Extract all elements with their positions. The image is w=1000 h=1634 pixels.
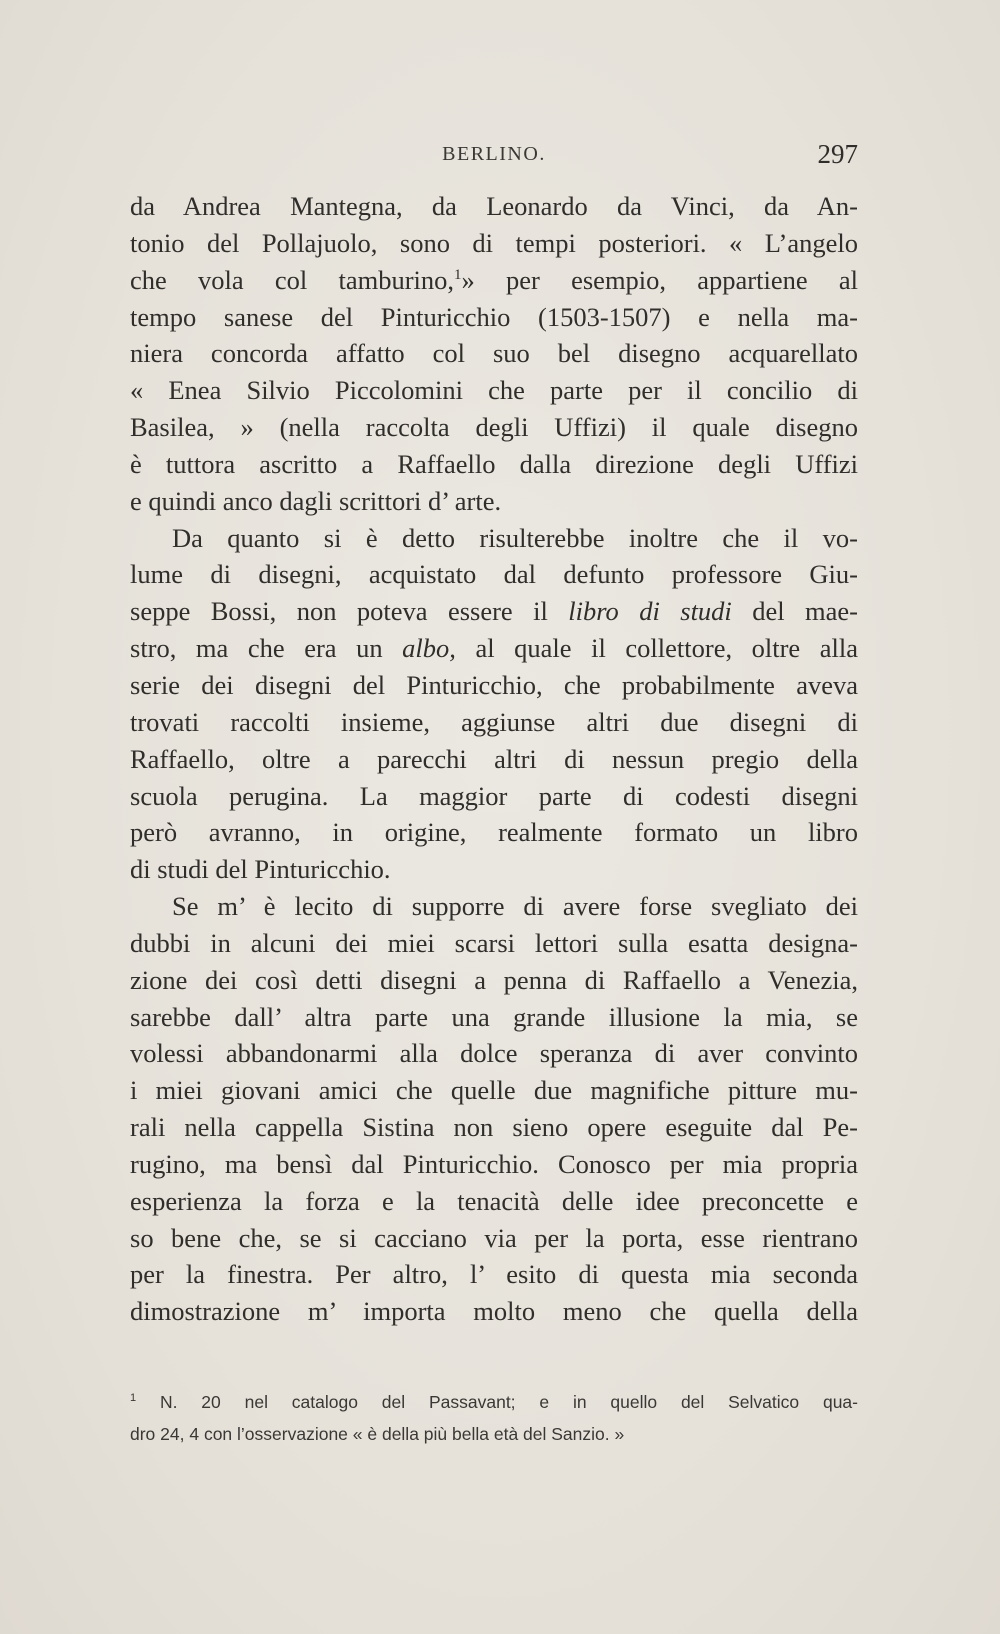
text-line: serie dei disegni del Pinturicchio, che probabilmente aveva — [130, 669, 858, 700]
text-line: tempo sanese del Pinturicchio (1503-1507) e nella ma- — [130, 301, 858, 332]
footnotes — [130, 1386, 858, 1450]
footnote-marker: 1 — [130, 1392, 137, 1405]
footnote-line: dro 24, 4 con l’osservazione « è della più bella età del Sanzio. » — [130, 1424, 625, 1444]
footnote-text: N. 20 nel catalogo del Passavant; e in quello del Selvatico qua- — [159, 1392, 858, 1412]
text-line: scuola perugina. La maggior parte di codesti disegni — [130, 780, 858, 811]
text-line: Basilea, » (nella raccolta degli Uffizi) il quale disegno — [130, 412, 858, 443]
text-line: e quindi anco dagli scrittori d’ arte. — [130, 485, 502, 516]
footnote-reference: 1 — [454, 266, 462, 283]
text-line: esperienza la forza e la tenacità delle idee preconcette e — [130, 1185, 858, 1216]
running-title: BERLINO. — [442, 143, 546, 165]
text-line: lume di disegni, acquistato dal defunto professore Giu- — [130, 559, 858, 590]
text-line: volessi abbandonarmi alla dolce speranza di aver convinto — [130, 1038, 858, 1069]
text-line — [130, 593, 858, 630]
text-line: di studi del Pinturicchio. — [130, 854, 391, 885]
paragraph-first-line: Da quanto si è detto risulterebbe inoltre che il vo- — [172, 522, 858, 553]
text-line — [130, 630, 858, 667]
text-segment: seppe Bossi, non poteva essere il — [130, 596, 569, 627]
text-line: i miei giovani amici che quelle due magnifiche pitture mu- — [130, 1075, 858, 1106]
footnote-line — [130, 1386, 858, 1418]
text-segment: del mae- — [731, 596, 858, 627]
text-line: « Enea Silvio Piccolomini che parte per il concilio di — [130, 375, 858, 406]
body-text — [130, 188, 858, 1330]
text-line — [130, 262, 858, 299]
paragraph-first-line: Se m’ è lecito di supporre di avere forse svegliato dei — [172, 891, 858, 922]
text-line: niera concorda affatto col suo bel disegno acquarellato — [130, 338, 858, 369]
running-head — [130, 134, 858, 174]
text-line: dubbi in alcuni dei miei scarsi lettori sulla esatta designa- — [130, 927, 858, 958]
page-number: 297 — [817, 139, 858, 169]
text-segment: » per esempio, appartiene al — [461, 264, 858, 295]
italic-title: libro di studi — [568, 596, 732, 627]
text-line: tonio del Pollajuolo, sono di tempi posteriori. « L’angelo — [130, 227, 858, 258]
text-line: per la finestra. Per altro, l’ esito di questa mia seconda — [130, 1259, 858, 1290]
text-line: dimostrazione m’ importa molto meno che quella della — [130, 1296, 858, 1327]
text-line: è tuttora ascritto a Raffaello dalla direzione degli Uffizi — [130, 448, 858, 479]
text-line: da Andrea Mantegna, da Leonardo da Vinci, da An- — [130, 191, 858, 221]
text-line: Raffaello, oltre a parecchi altri di nessun pregio della — [130, 743, 858, 774]
italic-word: albo, — [402, 633, 456, 664]
text-segment: stro, ma che era un — [130, 633, 403, 664]
text-segment: al quale il collettore, oltre alla — [455, 633, 859, 664]
text-line: sarebbe dall’ altra parte una grande illusione la mia, se — [130, 1001, 858, 1032]
text-line: rugino, ma bensì dal Pinturicchio. Conosco per mia propria — [130, 1148, 858, 1179]
text-line: trovati raccolti insieme, aggiunse altri due disegni di — [130, 706, 858, 737]
text-line: rali nella cappella Sistina non sieno opere eseguite dal Pe- — [130, 1112, 858, 1143]
text-line: zione dei così detti disegni a penna di Raffaello a Venezia, — [130, 964, 858, 995]
text-segment: che vola col tamburino, — [130, 264, 455, 295]
text-line: però avranno, in origine, realmente formato un libro — [130, 817, 858, 848]
text-line: so bene che, se si cacciano via per la porta, esse rientrano — [130, 1222, 858, 1253]
